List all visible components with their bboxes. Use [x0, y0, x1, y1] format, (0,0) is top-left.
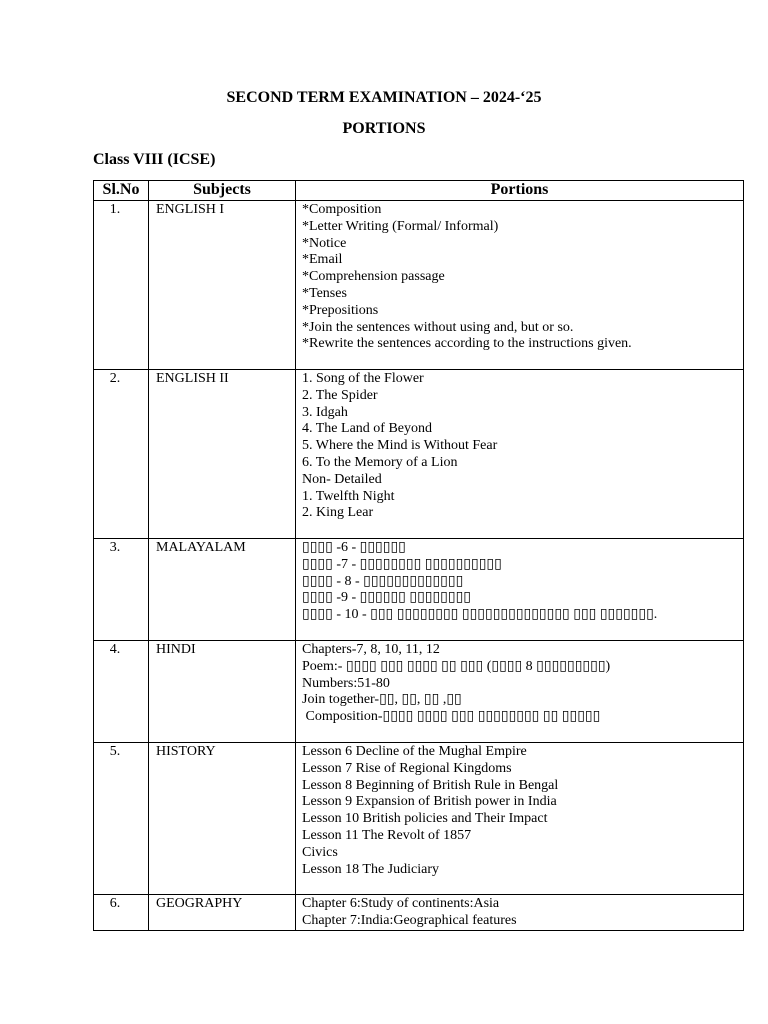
- row-subject: HISTORY: [149, 743, 296, 895]
- portion-line: Chapter 7:India:Geographical features: [302, 912, 517, 928]
- row-portions: [296, 370, 744, 539]
- portion-line: *Rewrite the sentences according to the instructions given.: [302, 336, 632, 352]
- table-row: [94, 743, 744, 895]
- row-portions: [296, 895, 744, 931]
- row-subject: GEOGRAPHY: [149, 895, 296, 931]
- exam-title: SECOND TERM EXAMINATION – 2024-‘25: [226, 89, 542, 106]
- table-row: [94, 539, 744, 641]
- row-slno: 2.: [94, 370, 149, 539]
- portion-line: 1. Song of the Flower: [302, 371, 424, 386]
- table-row: [94, 201, 744, 370]
- row-slno: 6.: [94, 895, 149, 931]
- portion-line: ▯▯▯▯ - 8 - ▯▯▯▯▯▯▯▯▯▯▯▯▯: [302, 573, 464, 589]
- portion-line: Lesson 9 Expansion of British power in India: [302, 794, 557, 810]
- row-slno: 5.: [94, 743, 149, 895]
- portion-line: 6. To the Memory of a Lion: [302, 454, 458, 470]
- column-header-subjects: Subjects: [149, 181, 296, 201]
- portion-line: Lesson 10 British policies and Their Impact: [302, 811, 548, 827]
- portion-line: 1. Twelfth Night: [302, 488, 395, 504]
- column-header-portions: Portions: [296, 181, 744, 201]
- portion-line: 3. Idgah: [302, 404, 348, 420]
- row-portions: [296, 641, 744, 743]
- portion-line: *Join the sentences without using and, but or so.: [302, 319, 574, 335]
- portion-line: *Tenses: [302, 285, 347, 301]
- portion-line: Lesson 18 The Judiciary: [302, 861, 439, 877]
- row-subject: ENGLISH II: [149, 370, 296, 539]
- portion-line: 4. The Land of Beyond: [302, 421, 432, 437]
- column-header-slno: Sl.No: [94, 181, 149, 201]
- row-subject: MALAYALAM: [149, 539, 296, 641]
- table-header-row: [94, 181, 744, 201]
- portion-line: *Notice: [302, 235, 347, 251]
- portion-line: *Comprehension passage: [302, 269, 445, 285]
- portion-line: Numbers:51-80: [302, 675, 390, 691]
- portion-line: ▯▯▯▯ - 10 - ▯▯▯ ▯▯▯▯▯▯▯▯ ▯▯▯▯▯▯▯▯▯▯▯▯▯▯ ▯▯▯ ▯▯▯▯▯▯▯.: [302, 607, 658, 623]
- portion-line: Chapter 6:Study of continents:Asia: [302, 896, 500, 911]
- portion-line: *Composition: [302, 202, 382, 217]
- table-row: [94, 641, 744, 743]
- portion-line: ▯▯▯▯ -9 - ▯▯▯▯▯▯ ▯▯▯▯▯▯▯▯: [302, 590, 471, 606]
- row-portions: [296, 743, 744, 895]
- portion-line: ▯▯▯▯ -6 - ▯▯▯▯▯▯: [302, 540, 406, 555]
- portion-line: *Letter Writing (Formal/ Informal): [302, 218, 499, 234]
- portion-line: *Prepositions: [302, 302, 379, 318]
- portion-line: 2. The Spider: [302, 387, 378, 403]
- table-row: [94, 895, 744, 931]
- row-slno: 1.: [94, 201, 149, 370]
- portion-line: Join together-▯▯, ▯▯, ▯▯ ,▯▯: [302, 692, 462, 708]
- row-subject: HINDI: [149, 641, 296, 743]
- table-body: [94, 201, 744, 931]
- portions-heading: PORTIONS: [342, 120, 426, 137]
- portion-line: 5. Where the Mind is Without Fear: [302, 438, 498, 454]
- portion-line: ▯▯▯▯ -7 - ▯▯▯▯▯▯▯▯ ▯▯▯▯▯▯▯▯▯▯: [302, 556, 502, 572]
- portion-line: Civics: [302, 844, 338, 860]
- portion-line: *Email: [302, 252, 343, 268]
- row-slno: 4.: [94, 641, 149, 743]
- portion-line: Lesson 6 Decline of the Mughal Empire: [302, 744, 527, 759]
- portion-line: Non- Detailed: [302, 471, 382, 487]
- portions-table: [93, 180, 744, 931]
- row-subject: ENGLISH I: [149, 201, 296, 370]
- portion-line: Poem:- ▯▯▯▯ ▯▯▯ ▯▯▯▯ ▯▯ ▯▯▯ (▯▯▯▯ 8 ▯▯▯▯▯▯▯▯▯): [302, 658, 611, 674]
- portion-line: 2. King Lear: [302, 505, 374, 521]
- portion-line: Composition-▯▯▯▯ ▯▯▯▯ ▯▯▯ ▯▯▯▯▯▯▯▯ ▯▯ ▯▯▯▯▯: [302, 709, 601, 725]
- portion-line: Lesson 8 Beginning of British Rule in Bengal: [302, 777, 559, 793]
- row-portions: [296, 539, 744, 641]
- class-label: Class VIII (ICSE): [93, 151, 216, 168]
- portion-line: Lesson 7 Rise of Regional Kingdoms: [302, 760, 512, 776]
- row-portions: [296, 201, 744, 370]
- portion-line: Lesson 11 The Revolt of 1857: [302, 827, 472, 843]
- row-slno: 3.: [94, 539, 149, 641]
- portion-line: Chapters-7, 8, 10, 11, 12: [302, 642, 440, 657]
- table-row: [94, 370, 744, 539]
